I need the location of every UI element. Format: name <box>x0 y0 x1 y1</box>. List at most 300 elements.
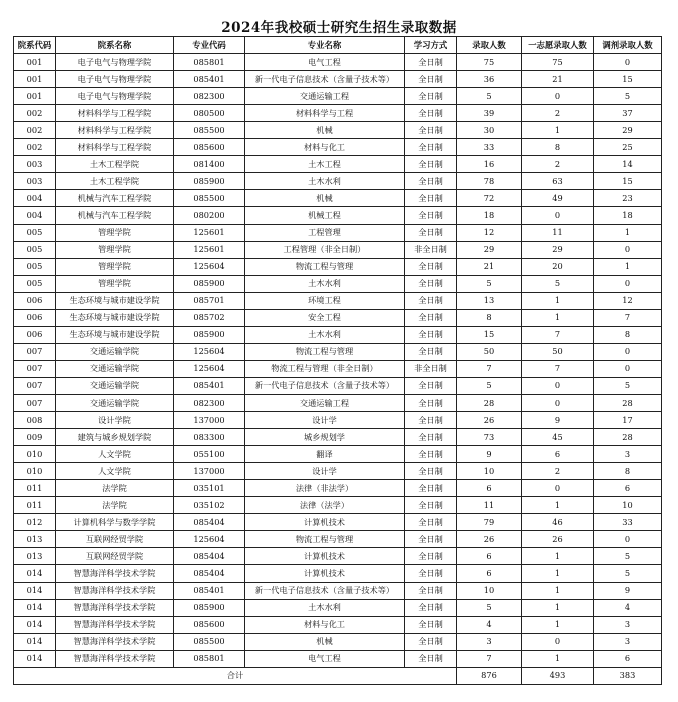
cell-first-choice: 8 <box>522 139 594 156</box>
cell-dept-name: 机械与汽车工程学院 <box>56 207 174 224</box>
cell-admitted: 28 <box>457 394 522 411</box>
cell-dept-name: 交通运输学院 <box>56 360 174 377</box>
cell-major-code: 085500 <box>174 190 245 207</box>
cell-study-mode: 全日制 <box>405 258 457 275</box>
cell-admitted: 7 <box>457 360 522 377</box>
cell-adjusted: 18 <box>594 207 662 224</box>
cell-dept-name: 人文学院 <box>56 446 174 463</box>
cell-study-mode: 全日制 <box>405 275 457 292</box>
cell-major-name: 机械 <box>245 122 405 139</box>
cell-study-mode: 全日制 <box>405 429 457 446</box>
cell-first-choice: 50 <box>522 343 594 360</box>
cell-dept-code: 002 <box>14 139 56 156</box>
cell-first-choice: 0 <box>522 207 594 224</box>
cell-major-code: 085701 <box>174 292 245 309</box>
cell-admitted: 21 <box>457 258 522 275</box>
cell-study-mode: 全日制 <box>405 173 457 190</box>
cell-major-code: 035102 <box>174 497 245 514</box>
cell-major-name: 翻译 <box>245 446 405 463</box>
cell-major-code: 125601 <box>174 224 245 241</box>
cell-major-code: 055100 <box>174 446 245 463</box>
table-row <box>14 258 662 275</box>
cell-dept-name: 电子电气与物理学院 <box>56 54 174 71</box>
header-major-name: 专业名称 <box>245 37 405 54</box>
cell-adjusted: 3 <box>594 633 662 650</box>
cell-first-choice: 1 <box>522 309 594 326</box>
cell-dept-name: 互联网经贸学院 <box>56 531 174 548</box>
cell-adjusted: 14 <box>594 156 662 173</box>
cell-major-code: 082300 <box>174 88 245 105</box>
cell-dept-name: 管理学院 <box>56 241 174 258</box>
cell-study-mode: 全日制 <box>405 54 457 71</box>
cell-major-code: 085401 <box>174 71 245 88</box>
cell-dept-code: 007 <box>14 394 56 411</box>
cell-major-code: 085900 <box>174 326 245 343</box>
table-row <box>14 343 662 360</box>
cell-first-choice: 2 <box>522 463 594 480</box>
cell-study-mode: 全日制 <box>405 582 457 599</box>
cell-admitted: 16 <box>457 156 522 173</box>
cell-major-code: 085801 <box>174 650 245 667</box>
cell-first-choice: 20 <box>522 258 594 275</box>
table-body <box>14 54 662 668</box>
table-row <box>14 173 662 190</box>
cell-adjusted: 4 <box>594 599 662 616</box>
table-row <box>14 377 662 394</box>
cell-major-name: 法律（非法学） <box>245 480 405 497</box>
table-row <box>14 326 662 343</box>
table-row <box>14 394 662 411</box>
cell-first-choice: 0 <box>522 88 594 105</box>
cell-major-name: 法律（法学） <box>245 497 405 514</box>
cell-study-mode: 全日制 <box>405 122 457 139</box>
cell-admitted: 30 <box>457 122 522 139</box>
cell-major-name: 机械工程 <box>245 207 405 224</box>
cell-major-name: 电气工程 <box>245 54 405 71</box>
cell-dept-code: 013 <box>14 548 56 565</box>
cell-first-choice: 7 <box>522 360 594 377</box>
table-row <box>14 360 662 377</box>
table-row <box>14 582 662 599</box>
cell-adjusted: 0 <box>594 343 662 360</box>
cell-first-choice: 0 <box>522 377 594 394</box>
cell-major-code: 125601 <box>174 241 245 258</box>
cell-major-name: 材料与化工 <box>245 616 405 633</box>
cell-first-choice: 1 <box>522 616 594 633</box>
cell-dept-name: 生态环境与城市建设学院 <box>56 309 174 326</box>
cell-study-mode: 全日制 <box>405 480 457 497</box>
cell-major-name: 新一代电子信息技术（含量子技术等） <box>245 71 405 88</box>
cell-admitted: 5 <box>457 599 522 616</box>
cell-major-code: 080200 <box>174 207 245 224</box>
cell-dept-name: 电子电气与物理学院 <box>56 88 174 105</box>
cell-major-name: 土木水利 <box>245 275 405 292</box>
cell-admitted: 18 <box>457 207 522 224</box>
cell-dept-code: 012 <box>14 514 56 531</box>
cell-first-choice: 1 <box>522 565 594 582</box>
cell-admitted: 39 <box>457 105 522 122</box>
cell-major-code: 085801 <box>174 54 245 71</box>
cell-dept-code: 011 <box>14 497 56 514</box>
cell-dept-code: 006 <box>14 292 56 309</box>
cell-study-mode: 非全日制 <box>405 241 457 258</box>
cell-major-code: 080500 <box>174 105 245 122</box>
cell-adjusted: 5 <box>594 88 662 105</box>
cell-study-mode: 全日制 <box>405 497 457 514</box>
cell-major-code: 137000 <box>174 412 245 429</box>
cell-dept-name: 法学院 <box>56 480 174 497</box>
cell-major-name: 交通运输工程 <box>245 394 405 411</box>
cell-major-code: 085404 <box>174 565 245 582</box>
cell-major-name: 物流工程与管理 <box>245 343 405 360</box>
cell-major-name: 物流工程与管理（非全日制） <box>245 360 405 377</box>
cell-dept-code: 013 <box>14 531 56 548</box>
cell-adjusted: 1 <box>594 224 662 241</box>
table-row <box>14 514 662 531</box>
cell-first-choice: 75 <box>522 54 594 71</box>
cell-dept-code: 008 <box>14 412 56 429</box>
cell-dept-name: 材料科学与工程学院 <box>56 105 174 122</box>
cell-major-code: 085900 <box>174 275 245 292</box>
cell-admitted: 10 <box>457 463 522 480</box>
cell-dept-name: 计算机科学与数学学院 <box>56 514 174 531</box>
table-row <box>14 139 662 156</box>
table-row <box>14 122 662 139</box>
table-row <box>14 531 662 548</box>
cell-admitted: 8 <box>457 309 522 326</box>
cell-adjusted: 5 <box>594 377 662 394</box>
table-row <box>14 309 662 326</box>
cell-adjusted: 15 <box>594 173 662 190</box>
cell-admitted: 78 <box>457 173 522 190</box>
cell-major-name: 机械 <box>245 190 405 207</box>
cell-major-name: 计算机技术 <box>245 514 405 531</box>
cell-dept-code: 014 <box>14 616 56 633</box>
table-row <box>14 54 662 71</box>
cell-major-code: 085600 <box>174 139 245 156</box>
cell-dept-code: 005 <box>14 275 56 292</box>
table-row <box>14 599 662 616</box>
cell-dept-code: 002 <box>14 105 56 122</box>
cell-dept-code: 005 <box>14 258 56 275</box>
cell-dept-name: 人文学院 <box>56 463 174 480</box>
table-row <box>14 633 662 650</box>
header-dept-code: 院系代码 <box>14 37 56 54</box>
cell-adjusted: 0 <box>594 360 662 377</box>
cell-first-choice: 1 <box>522 599 594 616</box>
cell-adjusted: 37 <box>594 105 662 122</box>
table-row <box>14 275 662 292</box>
cell-major-code: 085500 <box>174 122 245 139</box>
cell-dept-name: 建筑与城乡规划学院 <box>56 429 174 446</box>
table-row <box>14 412 662 429</box>
header-adjusted: 调剂录取人数 <box>594 37 662 54</box>
cell-major-code: 081400 <box>174 156 245 173</box>
cell-admitted: 79 <box>457 514 522 531</box>
cell-adjusted: 7 <box>594 309 662 326</box>
cell-dept-name: 材料科学与工程学院 <box>56 139 174 156</box>
cell-first-choice: 0 <box>522 633 594 650</box>
cell-adjusted: 12 <box>594 292 662 309</box>
table-row <box>14 71 662 88</box>
cell-dept-code: 014 <box>14 565 56 582</box>
cell-dept-code: 004 <box>14 190 56 207</box>
cell-dept-name: 设计学院 <box>56 412 174 429</box>
table-header-row <box>14 37 662 54</box>
table-row <box>14 88 662 105</box>
cell-first-choice: 45 <box>522 429 594 446</box>
cell-admitted: 26 <box>457 531 522 548</box>
cell-first-choice: 2 <box>522 156 594 173</box>
cell-admitted: 5 <box>457 377 522 394</box>
cell-admitted: 36 <box>457 71 522 88</box>
cell-major-code: 085404 <box>174 514 245 531</box>
cell-first-choice: 1 <box>522 548 594 565</box>
cell-major-code: 085500 <box>174 633 245 650</box>
cell-admitted: 6 <box>457 480 522 497</box>
cell-dept-name: 交通运输学院 <box>56 377 174 394</box>
header-admitted: 录取人数 <box>457 37 522 54</box>
cell-dept-code: 001 <box>14 54 56 71</box>
cell-admitted: 12 <box>457 224 522 241</box>
cell-dept-code: 010 <box>14 463 56 480</box>
cell-dept-name: 交通运输学院 <box>56 394 174 411</box>
cell-dept-code: 007 <box>14 360 56 377</box>
cell-study-mode: 全日制 <box>405 309 457 326</box>
table-row <box>14 446 662 463</box>
cell-admitted: 3 <box>457 633 522 650</box>
cell-admitted: 5 <box>457 275 522 292</box>
cell-study-mode: 全日制 <box>405 343 457 360</box>
table-row <box>14 241 662 258</box>
cell-major-name: 材料科学与工程 <box>245 105 405 122</box>
cell-first-choice: 0 <box>522 480 594 497</box>
cell-adjusted: 9 <box>594 582 662 599</box>
cell-adjusted: 0 <box>594 54 662 71</box>
table-row <box>14 565 662 582</box>
cell-adjusted: 0 <box>594 531 662 548</box>
cell-first-choice: 7 <box>522 326 594 343</box>
table-row <box>14 292 662 309</box>
cell-dept-code: 001 <box>14 71 56 88</box>
cell-adjusted: 17 <box>594 412 662 429</box>
total-admitted: 876 <box>457 667 522 684</box>
cell-dept-code: 006 <box>14 326 56 343</box>
cell-study-mode: 全日制 <box>405 394 457 411</box>
cell-adjusted: 6 <box>594 480 662 497</box>
cell-study-mode: 全日制 <box>405 650 457 667</box>
table-row <box>14 548 662 565</box>
cell-dept-name: 智慧海洋科学技术学院 <box>56 582 174 599</box>
cell-dept-code: 003 <box>14 156 56 173</box>
table-row <box>14 429 662 446</box>
cell-admitted: 73 <box>457 429 522 446</box>
cell-major-code: 085900 <box>174 599 245 616</box>
cell-admitted: 50 <box>457 343 522 360</box>
cell-major-code: 085600 <box>174 616 245 633</box>
cell-major-code: 137000 <box>174 463 245 480</box>
cell-dept-code: 011 <box>14 480 56 497</box>
cell-dept-name: 智慧海洋科学技术学院 <box>56 616 174 633</box>
cell-adjusted: 0 <box>594 241 662 258</box>
cell-study-mode: 全日制 <box>405 207 457 224</box>
cell-major-name: 计算机技术 <box>245 548 405 565</box>
cell-dept-code: 001 <box>14 88 56 105</box>
cell-adjusted: 8 <box>594 463 662 480</box>
cell-dept-code: 010 <box>14 446 56 463</box>
table-row <box>14 156 662 173</box>
cell-study-mode: 全日制 <box>405 224 457 241</box>
cell-dept-code: 003 <box>14 173 56 190</box>
cell-major-name: 材料与化工 <box>245 139 405 156</box>
cell-major-code: 085401 <box>174 582 245 599</box>
cell-dept-name: 生态环境与城市建设学院 <box>56 326 174 343</box>
cell-major-name: 工程管理 <box>245 224 405 241</box>
cell-major-name: 安全工程 <box>245 309 405 326</box>
cell-major-code: 085401 <box>174 377 245 394</box>
cell-major-name: 计算机技术 <box>245 565 405 582</box>
table-row <box>14 616 662 633</box>
cell-study-mode: 全日制 <box>405 156 457 173</box>
cell-admitted: 72 <box>457 190 522 207</box>
cell-adjusted: 23 <box>594 190 662 207</box>
cell-adjusted: 28 <box>594 429 662 446</box>
cell-major-code: 085900 <box>174 173 245 190</box>
cell-adjusted: 5 <box>594 565 662 582</box>
table-row <box>14 650 662 667</box>
cell-admitted: 75 <box>457 54 522 71</box>
cell-adjusted: 6 <box>594 650 662 667</box>
cell-adjusted: 3 <box>594 616 662 633</box>
cell-dept-name: 机械与汽车工程学院 <box>56 190 174 207</box>
cell-study-mode: 全日制 <box>405 377 457 394</box>
cell-admitted: 4 <box>457 616 522 633</box>
cell-adjusted: 3 <box>594 446 662 463</box>
cell-major-code: 083300 <box>174 429 245 446</box>
cell-major-name: 物流工程与管理 <box>245 258 405 275</box>
total-row <box>14 667 662 684</box>
cell-adjusted: 29 <box>594 122 662 139</box>
table-row <box>14 224 662 241</box>
cell-major-name: 土木水利 <box>245 599 405 616</box>
cell-study-mode: 非全日制 <box>405 360 457 377</box>
cell-dept-name: 土木工程学院 <box>56 156 174 173</box>
cell-first-choice: 1 <box>522 650 594 667</box>
cell-admitted: 10 <box>457 582 522 599</box>
cell-major-name: 城乡规划学 <box>245 429 405 446</box>
cell-dept-code: 014 <box>14 599 56 616</box>
cell-first-choice: 26 <box>522 531 594 548</box>
cell-study-mode: 全日制 <box>405 139 457 156</box>
cell-major-code: 085404 <box>174 548 245 565</box>
cell-adjusted: 25 <box>594 139 662 156</box>
cell-dept-code: 002 <box>14 122 56 139</box>
cell-adjusted: 0 <box>594 275 662 292</box>
cell-major-name: 设计学 <box>245 463 405 480</box>
cell-adjusted: 1 <box>594 258 662 275</box>
cell-major-name: 电气工程 <box>245 650 405 667</box>
cell-dept-name: 交通运输学院 <box>56 343 174 360</box>
cell-dept-name: 材料科学与工程学院 <box>56 122 174 139</box>
cell-dept-name: 电子电气与物理学院 <box>56 71 174 88</box>
cell-major-name: 土木水利 <box>245 173 405 190</box>
cell-study-mode: 全日制 <box>405 599 457 616</box>
cell-adjusted: 15 <box>594 71 662 88</box>
cell-major-code: 082300 <box>174 394 245 411</box>
header-dept-name: 院系名称 <box>56 37 174 54</box>
cell-admitted: 6 <box>457 548 522 565</box>
cell-first-choice: 1 <box>522 292 594 309</box>
cell-study-mode: 全日制 <box>405 71 457 88</box>
cell-major-code: 125604 <box>174 343 245 360</box>
cell-first-choice: 9 <box>522 412 594 429</box>
cell-first-choice: 6 <box>522 446 594 463</box>
cell-major-code: 035101 <box>174 480 245 497</box>
cell-dept-name: 生态环境与城市建设学院 <box>56 292 174 309</box>
cell-dept-code: 014 <box>14 650 56 667</box>
cell-first-choice: 29 <box>522 241 594 258</box>
cell-study-mode: 全日制 <box>405 326 457 343</box>
table-row <box>14 480 662 497</box>
cell-admitted: 33 <box>457 139 522 156</box>
header-study-mode: 学习方式 <box>405 37 457 54</box>
cell-major-code: 125604 <box>174 360 245 377</box>
cell-major-code: 125604 <box>174 531 245 548</box>
cell-study-mode: 全日制 <box>405 105 457 122</box>
cell-dept-code: 007 <box>14 377 56 394</box>
cell-first-choice: 46 <box>522 514 594 531</box>
cell-first-choice: 5 <box>522 275 594 292</box>
table-row <box>14 105 662 122</box>
cell-dept-code: 009 <box>14 429 56 446</box>
cell-admitted: 9 <box>457 446 522 463</box>
cell-study-mode: 全日制 <box>405 548 457 565</box>
cell-dept-code: 004 <box>14 207 56 224</box>
cell-admitted: 15 <box>457 326 522 343</box>
cell-first-choice: 1 <box>522 497 594 514</box>
cell-study-mode: 全日制 <box>405 412 457 429</box>
cell-dept-name: 智慧海洋科学技术学院 <box>56 599 174 616</box>
cell-adjusted: 28 <box>594 394 662 411</box>
cell-major-name: 机械 <box>245 633 405 650</box>
cell-major-name: 交通运输工程 <box>245 88 405 105</box>
cell-first-choice: 49 <box>522 190 594 207</box>
cell-major-name: 土木工程 <box>245 156 405 173</box>
cell-dept-name: 土木工程学院 <box>56 173 174 190</box>
cell-study-mode: 全日制 <box>405 88 457 105</box>
cell-dept-name: 互联网经贸学院 <box>56 548 174 565</box>
cell-dept-code: 007 <box>14 343 56 360</box>
cell-admitted: 26 <box>457 412 522 429</box>
cell-dept-code: 005 <box>14 224 56 241</box>
cell-study-mode: 全日制 <box>405 446 457 463</box>
table-row <box>14 463 662 480</box>
page-title: 2024年我校硕士研究生招生录取数据 <box>221 20 457 36</box>
cell-study-mode: 全日制 <box>405 514 457 531</box>
cell-first-choice: 2 <box>522 105 594 122</box>
cell-major-code: 125604 <box>174 258 245 275</box>
cell-major-name: 工程管理（非全日制） <box>245 241 405 258</box>
cell-dept-code: 006 <box>14 309 56 326</box>
cell-study-mode: 全日制 <box>405 463 457 480</box>
cell-major-name: 新一代电子信息技术（含量子技术等） <box>245 582 405 599</box>
cell-first-choice: 0 <box>522 394 594 411</box>
cell-major-name: 土木水利 <box>245 326 405 343</box>
table-row <box>14 497 662 514</box>
cell-admitted: 7 <box>457 650 522 667</box>
cell-dept-name: 法学院 <box>56 497 174 514</box>
cell-admitted: 11 <box>457 497 522 514</box>
